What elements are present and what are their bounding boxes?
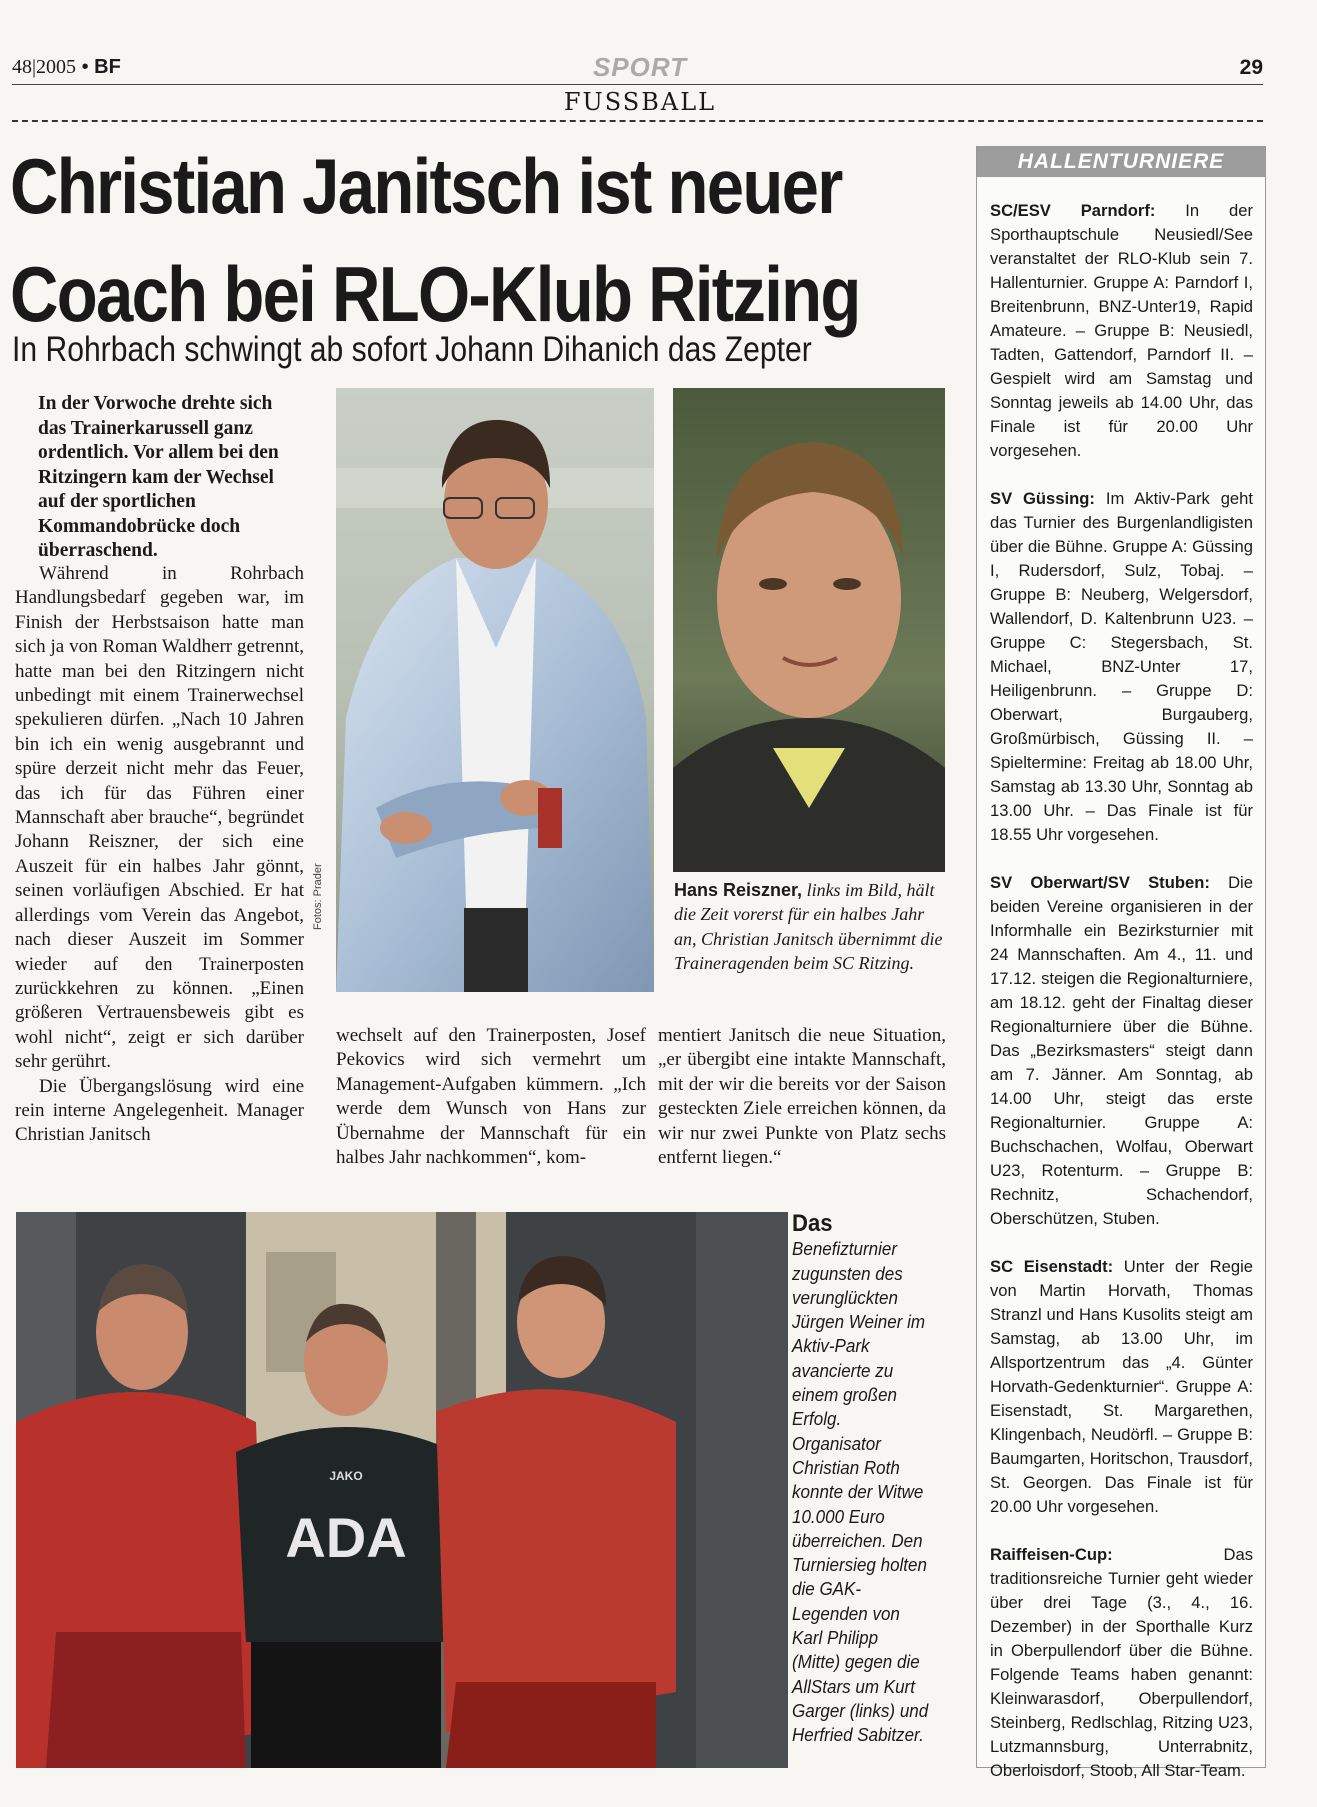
body-paragraph: mentiert Janitsch die neue Situation, „er übergibt eine intakte Mannschaft, mit der wir die bereits vor der Saison gesteckten Ziele erreichen können, da wir nur zwei Punkte von Platz sechs entfernt liegen.“ (658, 1025, 946, 1169)
issue-number: 48|2005 (12, 56, 77, 78)
sidebar-item-name: SV Oberwart/SV Stuben: (990, 873, 1210, 892)
issue-info (12, 56, 121, 79)
separator-dot: • (81, 56, 89, 78)
body-paragraph: Während in Rohrbach Handlungsbedarf gegeben war, im Finish der Herbstsaison hatte man sich ja von Roman Waldherr getrennt, hatte man bei den Ritzingern nicht unbedingt mit einem Trainerwechsel spekulieren dürfen. „Nach 10 Jahren bin ich ein wenig ausgebrannt und spüre derzeit nicht mehr das Feuer, das ich für das Führen einer Mannschaft aber brauche“, begründet Johann Reiszner, der sich eine Auszeit für ein halbes Jahr gönnt, seinen vorläufigen Abschied. Er hat allerdings vom Verein das Angebot, nach dieser Auszeit im Sommer wieder auf den Trainerposten zurückkehren zu können. „Einen größeren Vertrauensbeweis gibt es wohl nicht“, zeigt er sich darüber sehr gerührt. (15, 563, 304, 1073)
photo-credit: Fotos: Prader (312, 863, 324, 930)
reiszner-portrait-photo (673, 388, 945, 872)
sidebar-item-name: SC Eisenstadt: (990, 1257, 1114, 1276)
sidebar-item (990, 487, 1253, 847)
subheadline: In Rohrbach schwingt ab sofort Johann Dihanich das Zepter (12, 330, 812, 369)
sidebar-body (990, 199, 1253, 1807)
sidebar-item-text: In der Sporthauptschule Neusiedl/See veranstaltet der RLO-Klub sein 7. Hallenturnier. Gruppe A: Parndorf I, Breitenbrunn, BNZ-Unter19, Rapid Amateure. – Gruppe B: Neusiedl, Tadten, Gattendorf, Parndorf II. – Gespielt wird am Samstag und Sonntag jeweils ab 14.00 Uhr, das Finale ist für 20.00 Uhr vorgesehen. (990, 201, 1253, 460)
shirt-logo: ADA (285, 1506, 407, 1569)
sidebar-item-text: Unter der Regie von Martin Horvath, Thomas Stranzl und Hans Kusolits steigt am Samstag, ab 13.00 Uhr, im Allsportzentrum das „4. Günter Horvath-Gedenkturnier“. Gruppe A: Eisenstadt, St. Margarethen, Klingenbach, Neudörfl. – Gruppe B: Baumgarten, Horitschon, Trausdorf, St. Georgen. Das Finale ist für 20.00 Uhr vorgesehen. (990, 1257, 1253, 1516)
portrait-caption (674, 878, 948, 976)
headline (10, 132, 860, 348)
sidebar-item-text: Die beiden Vereine organisieren in der Informhalle ein Bezirksturnier mit 24 Mannschaften. Am 4., 11. und 17.12. steigen die Regionalturniere, am 18.12. geht der Finaltag dieser Regionalturniere über die Bühne. Das „Bezirksmasters“ steigt dann am 7. Jänner. Am Sonntag, ab 14.00 Uhr, steigt das erste Regionalturnier. Gruppe A: Buchschachen, Wolfau, Oberwart U23, Rotenturm. – Gruppe B: Rechnitz, Schachendorf, Oberschützen, Stuben. (990, 873, 1253, 1228)
team-caption-text: Benefizturnier zugunsten des verunglückten Jürgen Weiner im Aktiv-Park avancierte zu einem großen Erfolg. Organisator Christian Roth konnte der Witwe 10.000 Euro überreichen. Den Turniersieg holten die GAK-Legenden von Karl Philipp (Mitte) gegen die AllStars um Kurt Garger (links) und Herfried Sabitzer. (792, 1238, 929, 1746)
category-label: FUSSBALL (563, 88, 717, 116)
sidebar-item-name: SC/ESV Parndorf: (990, 201, 1156, 220)
sidebar-item-name: SV Güssing: (990, 489, 1095, 508)
sidebar-box (976, 146, 1266, 1780)
body-column-3 (658, 1024, 946, 1170)
body-paragraph: wechselt auf den Trainerposten, Josef Pekovics wird sich vermehrt um Management-Aufgaben kümmern. „Ich werde dem Wunsch von Hans zur Übernahme der Mannschaft für ein halbes Jahr nachkommen“, kom- (336, 1025, 646, 1169)
headline-line-2: Coach bei RLO-Klub Ritzing (10, 250, 860, 338)
team-photo (16, 1212, 788, 1768)
body-column-2 (336, 1024, 646, 1170)
sidebar-item (990, 871, 1253, 1231)
sidebar-item (990, 1543, 1253, 1783)
sidebar-item-text: Das traditionsreiche Turnier geht wieder über drei Tage (3., 4., 16. Dezember) in der Sporthalle Kurz in Oberpullendorf über die Bühne. Folgende Teams haben genannt: Kleinwarasdorf, Oberpullendorf, Steinberg, Redlschlag, Ritzing U23, Lutzmannsburg, Unterrabnitz, Oberloisdorf, Stoob, All Star-Team. (990, 1545, 1253, 1780)
coach-photo (336, 388, 654, 992)
article-lead: In der Vorwoche drehte sich das Trainerkarussell ganz ordentlich. Vor allem bei den Ritzingern kam der Wechsel auf der sportlichen Kommandobrücke doch überraschend. (38, 393, 279, 561)
caption-text: links im Bild, hält die Zeit vorerst für ein halbes Jahr an, Christian Janitsch übernimmt die Traineragenden beim SC Ritzing. (674, 880, 943, 974)
sidebar-item-text: Im Aktiv-Park geht das Turnier des Burgenlandligisten über die Bühne. Gruppe A: Güssing I, Rudersdorf, Sulz, Tobaj. – Gruppe B: Neuberg, Welgersdorf, Wallendorf, D. Kaltenbrunn U23. – Gruppe C: Stegersbach, St. Michael, BNZ-Unter 17, Heiligenbrunn. – Gruppe D: Oberwart, Burgauberg, Großmürbisch, Güssing II. – Spieltermine: Freitag ab 18.00 Uhr, Samstag ab 13.30 Uhr, Sonntag ab 13.00 Uhr. – Das Finale ist für 18.55 Uhr vorgesehen. (990, 489, 1254, 844)
sidebar-item (990, 1255, 1253, 1519)
shirt-brand: JAKO (329, 1469, 363, 1483)
body-column-1 (15, 562, 304, 1148)
sidebar-item-name: Raiffeisen-Cup: (990, 1545, 1113, 1564)
caption-name: Hans Reiszner, (674, 880, 803, 900)
section-label: SPORT (592, 52, 688, 82)
header-rule (12, 84, 1263, 85)
sidebar-title: HALLENTURNIERE (977, 147, 1265, 177)
dashed-rule (12, 120, 1263, 122)
publication-name: BF (94, 56, 121, 78)
team-caption-lead: Das (792, 1210, 833, 1237)
body-paragraph: Die Übergangslösung wird eine rein interne Angelegenheit. Manager Christian Janitsch (15, 1075, 304, 1146)
headline-line-1: Christian Janitsch ist neuer (10, 142, 842, 230)
team-caption (792, 1212, 930, 1748)
page-number: 29 (1239, 56, 1263, 79)
sidebar-item (990, 199, 1253, 463)
